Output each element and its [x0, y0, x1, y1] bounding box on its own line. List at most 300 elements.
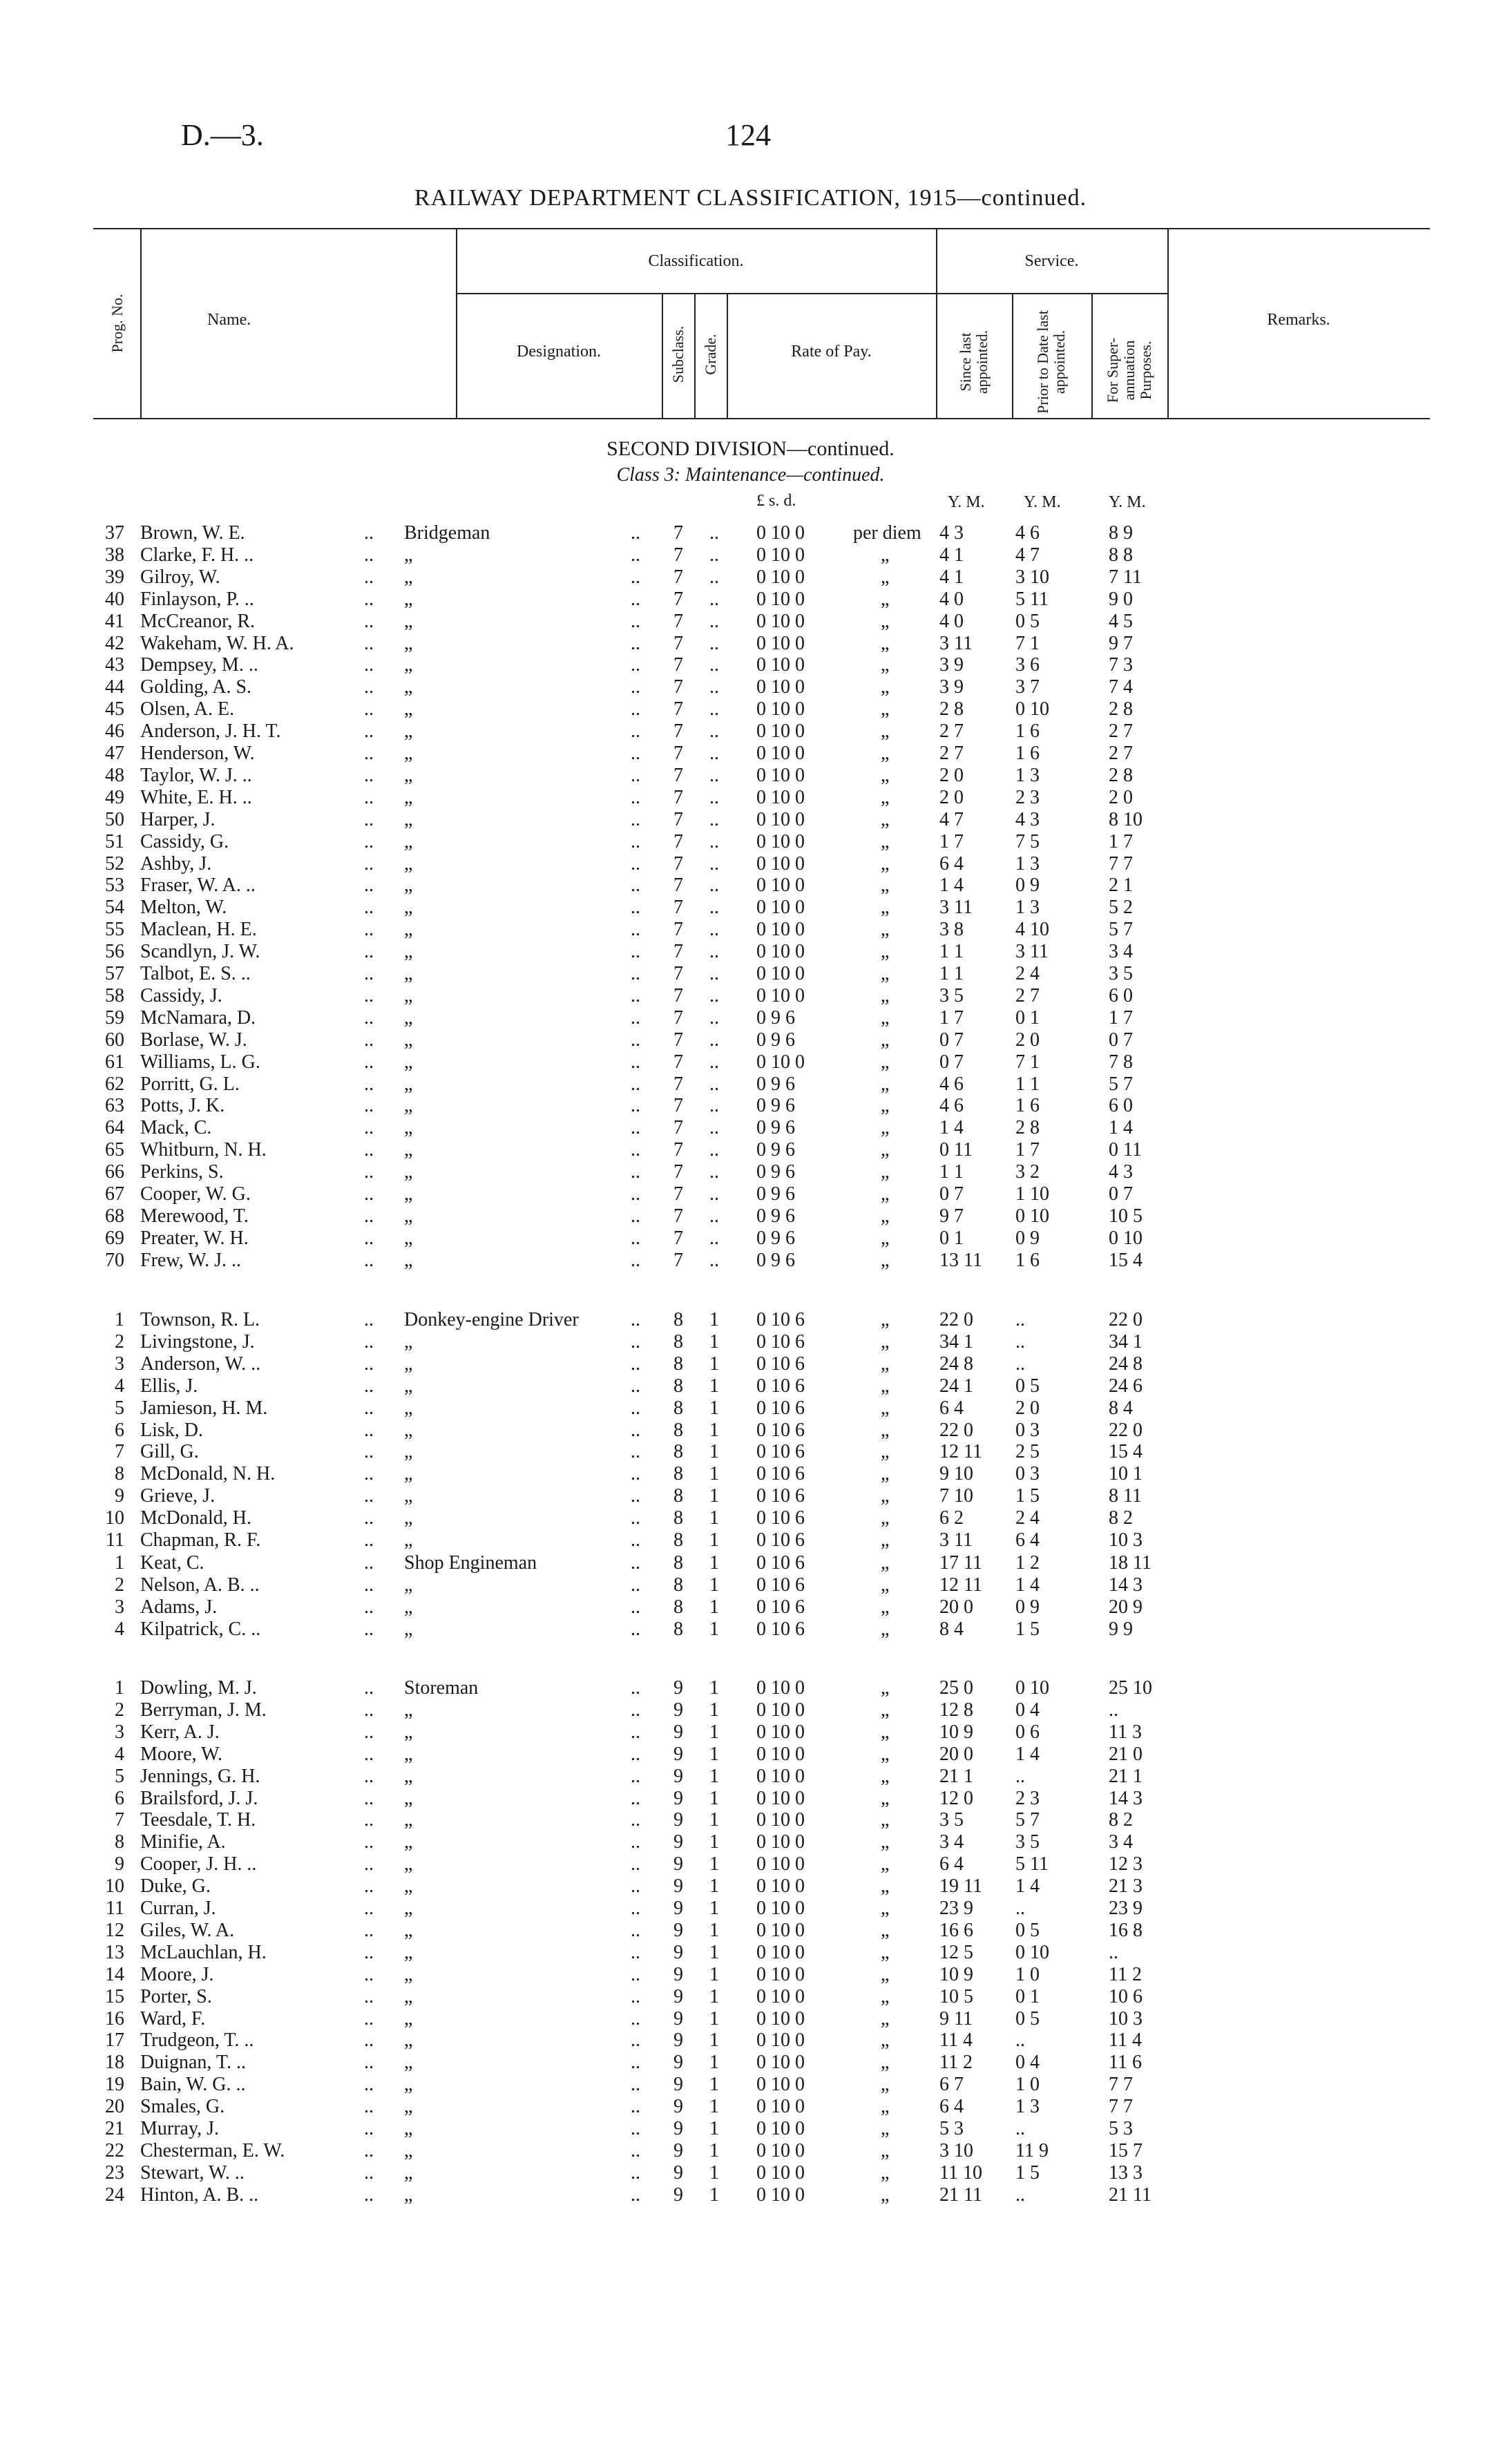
designation: „: [404, 1095, 413, 1117]
subclass: 9: [673, 2096, 683, 2118]
grade: ..: [709, 963, 719, 984]
table-row: [0, 1309, 1501, 1331]
table-row: [0, 919, 1501, 941]
table-row: [0, 2162, 1501, 2184]
leader-dots: ..: [364, 588, 374, 610]
leader-dots: ..: [631, 897, 640, 919]
subclass: 9: [673, 1941, 683, 1963]
subclass: 9: [673, 1875, 683, 1898]
pay-period: „: [881, 1618, 890, 1640]
rate-of-pay: 0 10 0: [756, 522, 805, 544]
leader-dots: ..: [364, 1596, 374, 1618]
service-prior: 1 3: [1015, 764, 1040, 786]
grade: 1: [709, 2139, 719, 2161]
designation: „: [404, 1699, 413, 1721]
employee-name: Teesdale, T. H.: [140, 1809, 256, 1831]
table-row: [0, 1420, 1501, 1442]
service-prior: 3 6: [1015, 654, 1040, 676]
subclass: 7: [673, 786, 683, 808]
subclass: 9: [673, 2030, 683, 2052]
service-since-appointed: 0 7: [939, 1029, 964, 1051]
leader-dots: ..: [364, 1375, 374, 1397]
pay-period: „: [881, 1919, 890, 1941]
prog-no: 7: [115, 1809, 124, 1831]
prog-no: 1: [115, 1309, 124, 1330]
employee-name: Chesterman, E. W.: [140, 2139, 285, 2161]
designation: „: [404, 1485, 413, 1507]
table-row: [0, 1744, 1501, 1766]
leader-dots: ..: [364, 919, 374, 941]
rate-of-pay: 0 10 6: [756, 1419, 805, 1441]
pay-period: „: [881, 610, 890, 632]
table-row: [0, 589, 1501, 611]
table-row: [0, 1397, 1501, 1420]
designation: „: [404, 875, 413, 897]
prog-no: 63: [105, 1095, 124, 1117]
service-superannuation: 2 1: [1109, 875, 1133, 897]
service-prior: 1 5: [1015, 1485, 1040, 1507]
subclass: 8: [673, 1463, 683, 1485]
pay-period: „: [881, 830, 890, 852]
pay-units: £ s. d.: [756, 492, 796, 510]
pay-period: „: [881, 1963, 890, 1985]
service-prior: 1 5: [1015, 1618, 1040, 1640]
grade: 1: [709, 1963, 719, 1985]
grade: 1: [709, 1463, 719, 1485]
pay-period: „: [881, 1397, 890, 1419]
leader-dots: ..: [364, 1029, 374, 1051]
prog-no: 24: [105, 2184, 124, 2206]
service-since-appointed: 7 10: [939, 1485, 973, 1507]
leader-dots: ..: [631, 1898, 640, 1919]
leader-dots: ..: [364, 1463, 374, 1485]
pay-period: „: [881, 566, 890, 588]
service-prior: 0 10: [1015, 1941, 1049, 1963]
grade: 1: [709, 1875, 719, 1898]
pay-period: „: [881, 2074, 890, 2096]
subclass: 8: [673, 1330, 683, 1353]
service-since-appointed: 11 10: [939, 2161, 982, 2184]
subclass: 7: [673, 743, 683, 764]
subclass: 7: [673, 632, 683, 654]
designation: „: [404, 1161, 413, 1183]
table-row: [0, 1766, 1501, 1788]
prog-no: 69: [105, 1227, 124, 1249]
rate-of-pay: 0 10 0: [756, 2007, 805, 2030]
subclass: 7: [673, 1205, 683, 1227]
subclass: 9: [673, 1809, 683, 1831]
grade: 1: [709, 1441, 719, 1463]
prog-no: 54: [105, 897, 124, 919]
subclass: 7: [673, 1139, 683, 1161]
service-prior: 2 8: [1015, 1117, 1040, 1139]
employee-name: Adams, J.: [140, 1596, 218, 1618]
pay-period: „: [881, 1095, 890, 1117]
service-since-appointed: 3 8: [939, 919, 964, 941]
rate-of-pay: 0 9 6: [756, 1117, 795, 1139]
designation: „: [404, 2096, 413, 2118]
pay-period: „: [881, 654, 890, 676]
employee-name: McDonald, H.: [140, 1507, 251, 1529]
subclass: 7: [673, 1095, 683, 1117]
service-since-appointed: 10 9: [939, 1721, 973, 1743]
pay-period: „: [881, 1941, 890, 1963]
leader-dots: ..: [631, 786, 640, 808]
rate-of-pay: 0 10 0: [756, 1809, 805, 1831]
subclass: 7: [673, 1183, 683, 1205]
service-superannuation: 24 8: [1109, 1353, 1143, 1375]
table-row: [0, 875, 1501, 897]
designation: „: [404, 984, 413, 1006]
service-superannuation: 10 5: [1109, 1205, 1143, 1227]
rate-of-pay: 0 10 0: [756, 2184, 805, 2206]
leader-dots: ..: [631, 1853, 640, 1875]
prog-no: 65: [105, 1139, 124, 1161]
pay-period: „: [881, 1787, 890, 1809]
service-superannuation: 15 4: [1109, 1249, 1143, 1271]
pay-period: „: [881, 2052, 890, 2074]
grade: 1: [709, 1485, 719, 1507]
service-superannuation: 22 0: [1109, 1309, 1143, 1330]
rate-of-pay: 0 10 0: [756, 588, 805, 610]
leader-dots: ..: [631, 1375, 640, 1397]
table-row: [0, 1463, 1501, 1485]
subclass: 9: [673, 1787, 683, 1809]
designation: „: [404, 1529, 413, 1551]
grade: ..: [709, 743, 719, 764]
prog-no: 42: [105, 632, 124, 654]
rate-of-pay: 0 10 0: [756, 1743, 805, 1765]
subclass: 8: [673, 1485, 683, 1507]
leader-dots: ..: [631, 1985, 640, 2007]
table-row: [0, 1353, 1501, 1375]
pay-period: „: [881, 1375, 890, 1397]
subclass: 7: [673, 963, 683, 984]
table-row: [0, 2052, 1501, 2074]
pay-period: „: [881, 1419, 890, 1441]
class-title: Class 3: Maintenance—continued.: [616, 464, 885, 486]
service-superannuation: 0 10: [1109, 1227, 1143, 1249]
prog-no: 10: [105, 1875, 124, 1898]
service-superannuation: 3 4: [1109, 941, 1133, 963]
leader-dots: ..: [631, 2161, 640, 2184]
leader-dots: ..: [364, 1183, 374, 1205]
service-superannuation: 7 11: [1109, 566, 1142, 588]
leader-dots: ..: [631, 941, 640, 963]
service-prior: 0 5: [1015, 610, 1040, 632]
subclass: 8: [673, 1309, 683, 1330]
pay-period: „: [881, 2161, 890, 2184]
service-prior: 1 10: [1015, 1183, 1049, 1205]
service-since-appointed: 34 1: [939, 1330, 973, 1353]
leader-dots: ..: [631, 544, 640, 566]
grade: 1: [709, 1419, 719, 1441]
service-superannuation: 15 4: [1109, 1441, 1143, 1463]
prog-no: 66: [105, 1161, 124, 1183]
service-since-appointed: 12 5: [939, 1941, 973, 1963]
subclass: 7: [673, 610, 683, 632]
grade: ..: [709, 632, 719, 654]
subclass: 7: [673, 544, 683, 566]
service-superannuation: 16 8: [1109, 1919, 1143, 1941]
grade: ..: [709, 919, 719, 941]
pay-period: „: [881, 1073, 890, 1095]
employee-name: Cooper, W. G.: [140, 1183, 251, 1205]
service-prior: 1 0: [1015, 1963, 1040, 1985]
leader-dots: ..: [364, 1006, 374, 1029]
leader-dots: ..: [631, 522, 640, 544]
prog-no: 50: [105, 808, 124, 830]
service-prior: 1 4: [1015, 1875, 1040, 1898]
leader-dots: ..: [631, 963, 640, 984]
prog-no: 70: [105, 1249, 124, 1271]
leader-dots: ..: [364, 2096, 374, 2118]
service-superannuation: 1 7: [1109, 830, 1133, 852]
prog-no: 61: [105, 1051, 124, 1073]
service-since-appointed: 1 4: [939, 1117, 964, 1139]
leader-dots: ..: [364, 1249, 374, 1271]
designation: „: [404, 1073, 413, 1095]
leader-dots: ..: [631, 1419, 640, 1441]
table-row: [0, 1596, 1501, 1618]
subclass: 7: [673, 808, 683, 830]
leader-dots: ..: [364, 1397, 374, 1419]
rate-of-pay: 0 10 6: [756, 1441, 805, 1463]
employee-name: Lisk, D.: [140, 1419, 203, 1441]
service-prior: 2 4: [1015, 963, 1040, 984]
service-prior: 0 10: [1015, 698, 1049, 720]
prog-no: 4: [115, 1375, 124, 1397]
leader-dots: ..: [631, 808, 640, 830]
service-superannuation: 2 0: [1109, 786, 1133, 808]
employee-name: McCreanor, R.: [140, 610, 256, 632]
prog-no: 3: [115, 1721, 124, 1743]
rate-of-pay: 0 9 6: [756, 1249, 795, 1271]
rate-of-pay: 0 10 0: [756, 632, 805, 654]
grade: 1: [709, 1574, 719, 1596]
leader-dots: ..: [364, 654, 374, 676]
leader-dots: ..: [631, 2139, 640, 2161]
leader-dots: ..: [631, 1699, 640, 1721]
leader-dots: ..: [364, 2184, 374, 2206]
designation: „: [404, 1618, 413, 1640]
pay-period: „: [881, 941, 890, 963]
designation: „: [404, 2074, 413, 2096]
pay-period: „: [881, 544, 890, 566]
service-since-appointed: 6 4: [939, 1397, 964, 1419]
table-row: [0, 1574, 1501, 1596]
service-since-appointed: 17 11: [939, 1552, 982, 1574]
service-superannuation: 10 1: [1109, 1463, 1143, 1485]
service-superannuation: 11 2: [1109, 1963, 1142, 1985]
employee-name: McNamara, D.: [140, 1006, 256, 1029]
employee-name: Hinton, A. B. ..: [140, 2184, 259, 2206]
grade: 1: [709, 1375, 719, 1397]
designation: „: [404, 1596, 413, 1618]
rate-of-pay: 0 10 0: [756, 2118, 805, 2139]
service-superannuation: 5 7: [1109, 919, 1133, 941]
table-row: [0, 1809, 1501, 1831]
subclass: 7: [673, 698, 683, 720]
leader-dots: ..: [631, 1596, 640, 1618]
header-remarks: Remarks.: [1267, 311, 1330, 329]
service-prior: 0 10: [1015, 1677, 1049, 1699]
designation: „: [404, 1419, 413, 1441]
service-since-appointed: 10 9: [939, 1963, 973, 1985]
since-units: Y. M.: [948, 493, 985, 511]
header-prior-to-date: Prior to Date last appointed.: [1034, 310, 1068, 414]
grade: ..: [709, 830, 719, 852]
prog-no: 9: [115, 1853, 124, 1875]
grade: 1: [709, 1898, 719, 1919]
leader-dots: ..: [364, 1809, 374, 1831]
service-prior: 0 4: [1015, 2052, 1040, 2074]
leader-dots: ..: [364, 566, 374, 588]
page-number: 124: [725, 118, 771, 152]
employee-name: Murray, J.: [140, 2118, 220, 2139]
leader-dots: ..: [631, 1029, 640, 1051]
service-superannuation: 8 2: [1109, 1809, 1133, 1831]
designation: „: [404, 963, 413, 984]
prog-no: 14: [105, 1963, 124, 1985]
prior-units: Y. M.: [1024, 493, 1061, 511]
table-row: [0, 676, 1501, 698]
service-since-appointed: 22 0: [939, 1419, 973, 1441]
grade: ..: [709, 1205, 719, 1227]
service-superannuation: 2 8: [1109, 764, 1133, 786]
pay-period: „: [881, 2030, 890, 2052]
pay-period: „: [881, 984, 890, 1006]
employee-name: McLauchlan, H.: [140, 1941, 267, 1963]
leader-dots: ..: [631, 1183, 640, 1205]
service-prior: 1 4: [1015, 1574, 1040, 1596]
leader-dots: ..: [631, 1507, 640, 1529]
service-superannuation: 14 3: [1109, 1574, 1143, 1596]
table-row: [0, 2074, 1501, 2096]
employee-name: White, E. H. ..: [140, 786, 252, 808]
rate-of-pay: 0 10 0: [756, 852, 805, 875]
service-since-appointed: 21 1: [939, 1765, 973, 1787]
service-superannuation: 22 0: [1109, 1419, 1143, 1441]
service-superannuation: 10 3: [1109, 1529, 1143, 1551]
service-prior: ..: [1015, 2184, 1025, 2206]
service-since-appointed: 3 4: [939, 1831, 964, 1853]
prog-no: 9: [115, 1485, 124, 1507]
service-prior: ..: [1015, 2118, 1025, 2139]
service-prior: 0 10: [1015, 1205, 1049, 1227]
designation: „: [404, 1441, 413, 1463]
rate-of-pay: 0 10 0: [756, 544, 805, 566]
employee-name: Cassidy, J.: [140, 984, 222, 1006]
leader-dots: ..: [631, 2007, 640, 2030]
leader-dots: ..: [631, 588, 640, 610]
service-prior: 7 1: [1015, 1051, 1040, 1073]
prog-no: 20: [105, 2096, 124, 2118]
table-row: [0, 765, 1501, 787]
table-row: [0, 1228, 1501, 1250]
employee-name: Porter, S.: [140, 1985, 212, 2007]
table-row: [0, 1875, 1501, 1898]
designation: „: [404, 566, 413, 588]
service-since-appointed: 23 9: [939, 1898, 973, 1919]
service-prior: 1 6: [1015, 743, 1040, 764]
leader-dots: ..: [631, 1073, 640, 1095]
employee-name: Preater, W. H.: [140, 1227, 249, 1249]
service-since-appointed: 4 1: [939, 566, 964, 588]
service-superannuation: 0 7: [1109, 1183, 1133, 1205]
grade: 1: [709, 1507, 719, 1529]
employee-name: Kerr, A. J.: [140, 1721, 220, 1743]
subclass: 7: [673, 1029, 683, 1051]
service-superannuation: 21 0: [1109, 1743, 1143, 1765]
rate-of-pay: 0 10 6: [756, 1552, 805, 1574]
employee-name: Minifie, A.: [140, 1831, 226, 1853]
leader-dots: ..: [364, 1898, 374, 1919]
employee-name: Smales, G.: [140, 2096, 225, 2118]
designation: „: [404, 1919, 413, 1941]
service-since-appointed: 1 7: [939, 1006, 964, 1029]
designation: „: [404, 676, 413, 698]
subclass: 8: [673, 1353, 683, 1375]
prog-no: 11: [106, 1898, 124, 1919]
service-since-appointed: 3 9: [939, 654, 964, 676]
pay-period: „: [881, 919, 890, 941]
employee-name: Anderson, W. ..: [140, 1353, 261, 1375]
pay-period: „: [881, 1227, 890, 1249]
table-row: [0, 1529, 1501, 1551]
rate-of-pay: 0 10 6: [756, 1574, 805, 1596]
leader-dots: ..: [631, 1353, 640, 1375]
table-row: [0, 1095, 1501, 1117]
subclass: 8: [673, 1397, 683, 1419]
subclass: 9: [673, 1898, 683, 1919]
service-superannuation: 11 4: [1109, 2030, 1142, 2052]
leader-dots: ..: [631, 654, 640, 676]
service-prior: 4 6: [1015, 522, 1040, 544]
service-prior: 3 11: [1015, 941, 1049, 963]
employee-name: Fraser, W. A. ..: [140, 875, 256, 897]
subclass: 9: [673, 2139, 683, 2161]
prog-no: 2: [115, 1330, 124, 1353]
service-superannuation: 5 2: [1109, 897, 1133, 919]
service-prior: 1 0: [1015, 2074, 1040, 2096]
leader-dots: ..: [364, 1831, 374, 1853]
prog-no: 2: [115, 1574, 124, 1596]
table-row: [0, 1898, 1501, 1920]
table-row: [0, 544, 1501, 566]
grade: ..: [709, 654, 719, 676]
rate-of-pay: 0 10 0: [756, 1853, 805, 1875]
leader-dots: ..: [631, 1161, 640, 1183]
prog-no: 49: [105, 786, 124, 808]
header-designation: Designation.: [517, 343, 601, 361]
service-since-appointed: 5 3: [939, 2118, 964, 2139]
service-since-appointed: 24 8: [939, 1353, 973, 1375]
service-since-appointed: 3 11: [939, 1529, 973, 1551]
table-row: [0, 2184, 1501, 2206]
leader-dots: ..: [364, 830, 374, 852]
subclass: 7: [673, 1227, 683, 1249]
service-superannuation: 7 7: [1109, 2074, 1133, 2096]
header-name: Name.: [207, 311, 251, 329]
grade: ..: [709, 1073, 719, 1095]
pay-period: „: [881, 1330, 890, 1353]
prog-no: 67: [105, 1183, 124, 1205]
designation: „: [404, 1183, 413, 1205]
pay-period: „: [881, 1139, 890, 1161]
pay-period: „: [881, 1875, 890, 1898]
employee-name: Harper, J.: [140, 808, 216, 830]
